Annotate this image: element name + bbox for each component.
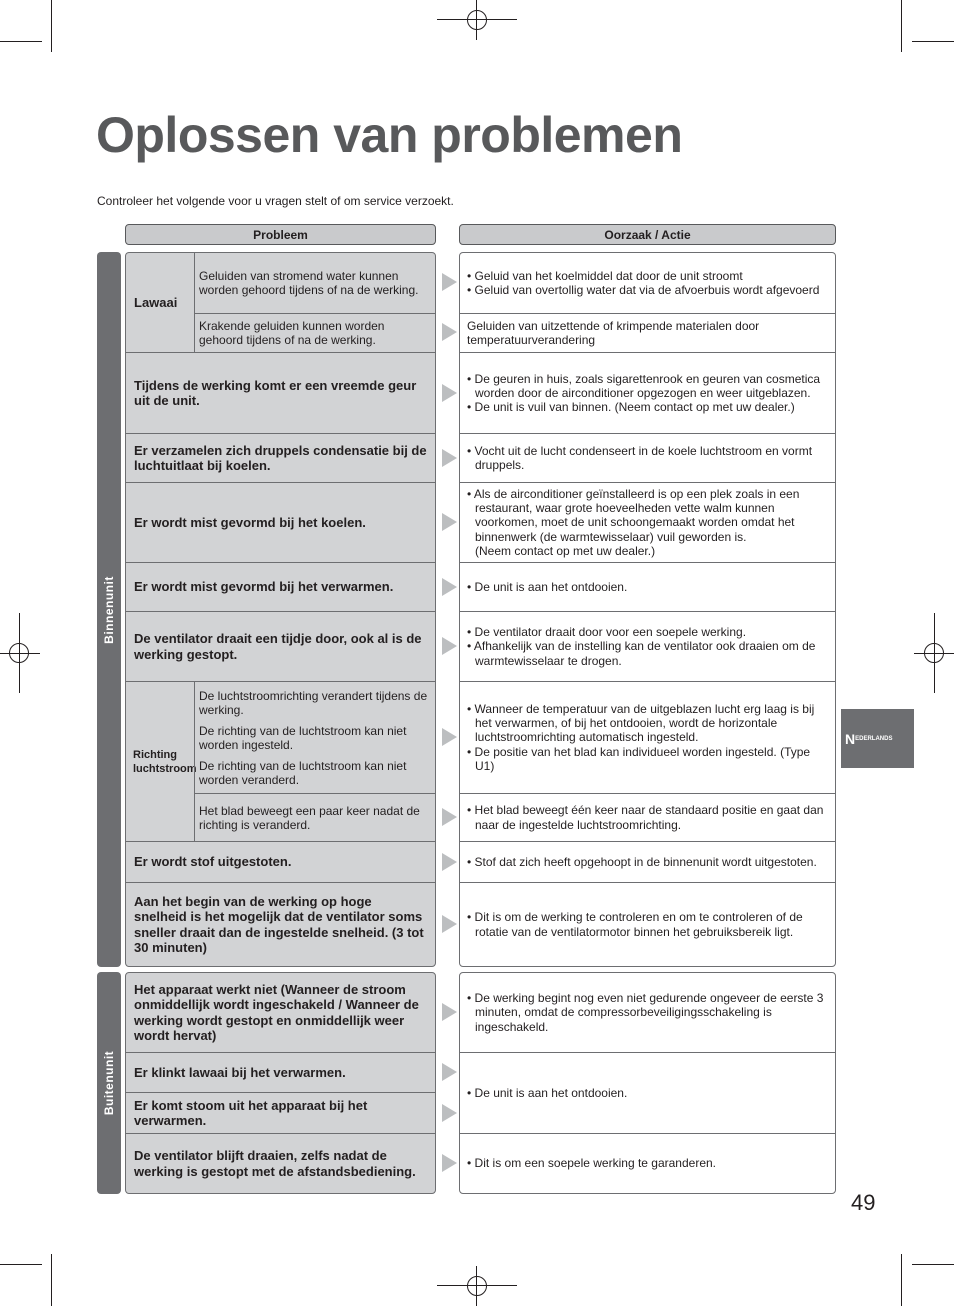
arrow-right-icon [442,728,457,746]
noise-cause-1 [460,253,835,313]
arrow-right-icon [442,1063,457,1081]
cause-item: • De positie van het blad kan individueel worden ingesteld. (Type U1) [467,744,811,773]
outdoor-not-working-cause [460,973,835,1052]
cause-item: • Geluid van overtollig water dat via de afvoerbuis wordt afgevoerd [467,283,820,297]
mist-heating-problem: Er wordt mist gevormd bij het verwarmen. [126,562,435,611]
arrow-right-icon [442,1104,457,1122]
crop-mark [0,41,42,42]
airflow-problem-item: De richting van de luchtstroom kan niet worden ingesteld. [199,723,407,752]
registration-mark [467,10,487,30]
crop-mark [912,1264,954,1265]
noise-label: Lawaai [134,294,178,310]
arrow-right-icon [442,808,457,826]
cause-note: (Neem contact op met uw dealer.) [475,543,656,558]
airflow-problem-item: De luchtstroomrichting verandert tijdens de werking. [199,688,428,717]
airflow-cause-2 [460,793,835,841]
fan-speed-cause [460,882,835,966]
arrow-right-icon [442,384,457,402]
airflow-cause-1 [460,681,835,793]
noise-problem-2: Krakende geluiden kunnen worden gehoord tijdens of na de werking. [194,313,435,352]
language-initial: N [845,730,856,747]
smell-cause [460,352,835,433]
page-title: Oplossen van problemen [96,107,683,163]
arrow-right-icon [442,1003,457,1021]
cause-item: • Als de airconditioner geïnstalleerd is op een plek zoals in een restaurant, waar grote hoeveelheden vette walm kunnen voorkomen, moet de unit schoongemaakt worden omdat het binnenwerk (de warmtewisselaar) vuil geworden is. [467,486,800,544]
outdoor-not-working-problem: Het apparaat werkt niet (Wanneer de stroom onmiddellijk wordt ingeschakeld / Wanneer de werking wordt gestopt en onmiddellijk weer wordt hervat) [134,981,419,1043]
registration-mark [467,1276,487,1296]
cause-item: • De ventilator draait door voor een soepele werking. [467,625,747,640]
airflow-problem-2: Het blad beweegt een paar keer nadat de richting is veranderd. [194,793,435,841]
mist-heating-cause [460,562,835,611]
cause-item: • De geuren in huis, zoals sigarettenrook en geuren van cosmetica worden door de airconditioner opgezogen en weer uitgeblazen. [467,371,821,400]
fan-speed-problem: Aan het begin van de werking op hoge snelheid is het mogelijk dat de ventilator soms sneller draait dan de ingestelde snelheid. (3 tot 30 minuten) [126,882,435,966]
section-indoor-label: Binnenunit [102,575,116,644]
fan-runs-problem: De ventilator draait een tijdje door, ook al is de werking gestopt. [126,611,435,681]
arrow-right-icon [442,513,457,531]
crop-mark [51,0,52,52]
page-number: 49 [851,1190,876,1215]
cause-item: • Het blad beweegt één keer naar de standaard positie en gaat dan naar de ingestelde luchtstroomrichting. [467,803,824,832]
language-tab [841,709,914,768]
arrow-right-icon [442,449,457,467]
crop-mark [901,1254,902,1306]
crop-mark [51,1254,52,1306]
cause-item: • De werking begint nog even niet gedurende ongeveer de eerste 3 minuten, omdat de compressorbeveiligingsschakeling is ingeschakeld. [467,991,824,1034]
dust-problem: Er wordt stof uitgestoten. [126,841,435,882]
cause-item: • Dit is om een soepele werking te garanderen. [467,1156,717,1171]
cause-item: • Wanneer de temperatuur van de uitgeblazen lucht erg laag is bij het verwarmen, of bij het ontdooien, wordt de horizontale luchtstroomrichting automatisch ingesteld. [467,701,815,745]
section-outdoor-label: Buitenunit [102,1050,116,1116]
arrow-right-icon [442,853,457,871]
registration-mark [924,643,944,663]
header-cause-action: Oorzaak / Actie [459,224,836,245]
mist-cooling-problem: Er wordt mist gevormd bij het koelen. [126,482,435,562]
registration-mark [9,643,29,663]
drops-cause [460,433,835,482]
arrow-right-icon [442,1154,457,1172]
arrow-right-icon [442,578,457,596]
outdoor-fan-cause [460,1133,835,1193]
crop-mark [912,41,954,42]
cause-item: • Stof dat zich heeft opgehoopt in de binnenunit wordt uitgestoten. [467,854,817,869]
noise-cause-2: Geluiden van uitzettende of krimpende materialen door temperatuurverandering [460,313,835,352]
outdoor-fan-problem: De ventilator blijft draaien, zelfs nadat de werking is gestopt met de afstandsbediening. [126,1133,435,1193]
airflow-problem-item: De richting van de luchtstroom kan niet worden veranderd. [199,758,407,787]
crop-mark [901,0,902,52]
noise-problem-1: Geluiden van stromend water kunnen worden gehoord tijdens of na de werking. [194,253,435,313]
cause-item: • Dit is om de werking te controleren en om te controleren of de rotatie van de ventilatormotor binnen het gebruiksbereik ligt. [467,910,803,939]
section-outdoor [97,972,121,1194]
dust-cause [460,841,835,882]
language-rest: EDERLANDS [855,735,893,742]
header-problem: Probleem [125,224,436,245]
mist-cooling-cause [460,482,835,562]
smell-problem: Tijdens de werking komt er een vreemde geur uit de unit. [126,352,435,433]
cause-item: • De unit is vuil van binnen. (Neem contact op met uw dealer.) [467,400,795,415]
crop-mark [0,1264,42,1265]
cause-item: • Vocht uit de lucht condenseert in de koele luchtstroom en vormt druppels. [467,443,813,472]
airflow-label: Richting luchtstroom [126,681,194,841]
arrow-right-icon [442,273,457,291]
fan-runs-cause [460,611,835,681]
cause-item: • De unit is aan het ontdooien. [467,579,628,594]
outdoor-noise-problem: Er klinkt lawaai bij het verwarmen. [126,1052,435,1092]
outdoor-steam-problem: Er komt stoom uit het apparaat bij het verwarmen. [126,1092,435,1133]
cause-item: • Afhankelijk van de instelling kan de ventilator ook draaien om de warmtewisselaar te drogen. [467,639,816,668]
arrow-right-icon [442,637,457,655]
cause-item: • Geluid van het koelmiddel dat door de unit stroomt [467,268,743,283]
intro-text: Controleer het volgende voor u vragen stelt of om service verzoekt. [97,194,454,208]
section-indoor [97,252,121,967]
arrow-right-icon [442,915,457,933]
cause-item: • De unit is aan het ontdooien. [467,1085,628,1100]
outdoor-defrost-cause [460,1052,835,1133]
airflow-problems-1 [194,681,435,793]
drops-problem: Er verzamelen zich druppels condensatie bij de luchtuitlaat bij koelen. [126,433,435,482]
arrow-right-icon [442,323,457,341]
